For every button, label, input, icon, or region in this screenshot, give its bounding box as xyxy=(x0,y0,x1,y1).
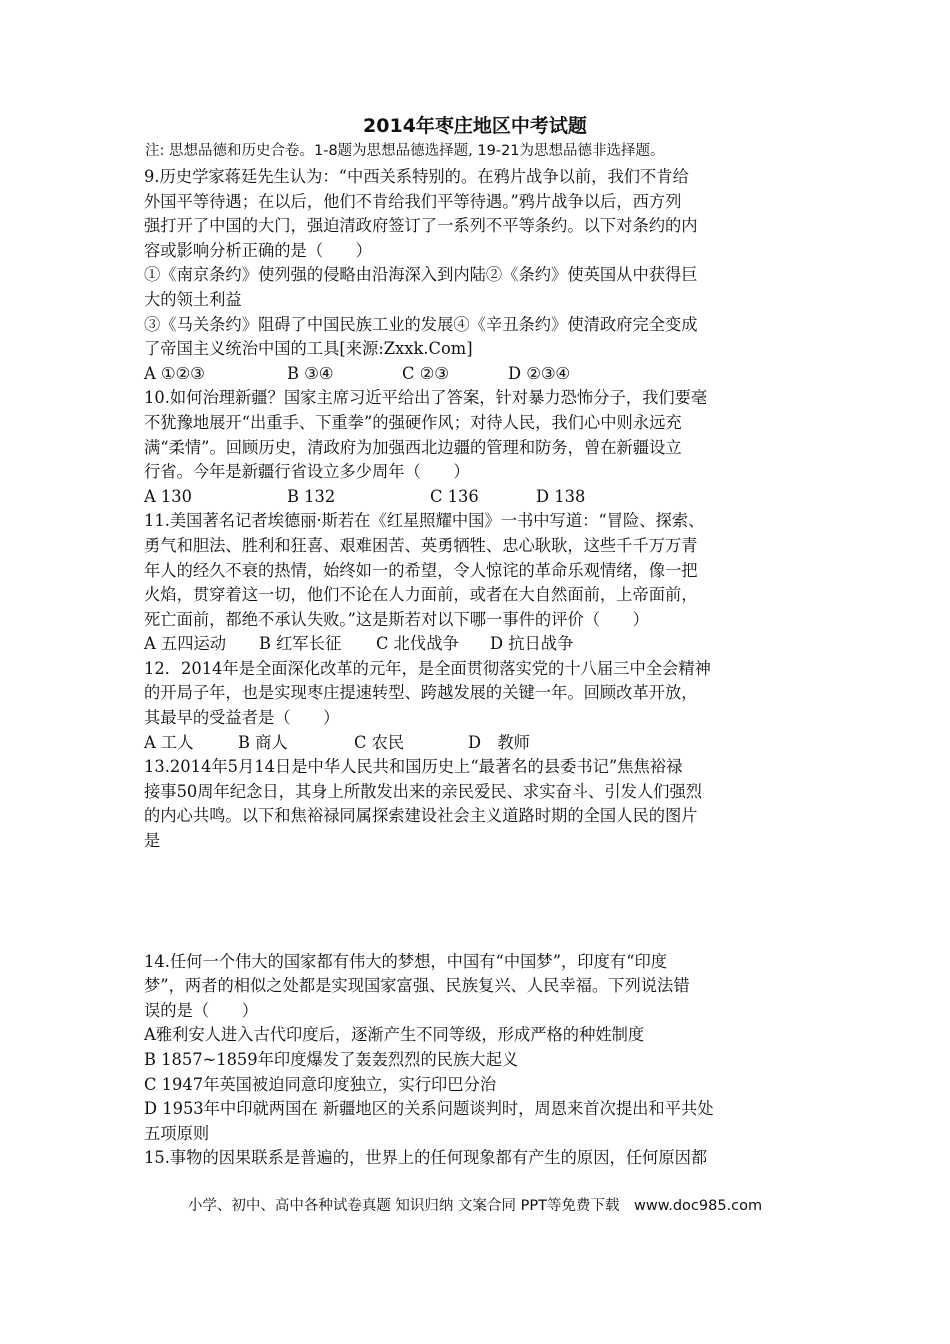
option-b: B 1857~1859年印度爆发了轰轰烈烈的民族大起义 xyxy=(144,1050,519,1069)
question-line: 12．2014年是全面深化改革的元年，是全面贯彻落实党的十八届三中全会精神 xyxy=(144,658,711,678)
option-d: D 教师 xyxy=(468,732,530,752)
question-14 xyxy=(144,950,824,1147)
answer-options xyxy=(144,632,824,657)
option-a: A ①②③ xyxy=(144,363,205,383)
exam-note: 注: 思想品德和历史合卷。1-8题为思想品德选择题, 19-21为思想品德非选择题。 xyxy=(145,143,665,159)
question-line: 大的领土利益 xyxy=(144,289,242,309)
answer-options xyxy=(144,362,824,387)
question-line: ①《南京条约》使列强的侵略由沿海深入到内陆②《条约》使英国从中获得巨 xyxy=(144,265,698,285)
option-b: B 红军长征 xyxy=(259,634,342,654)
question-11 xyxy=(144,509,824,657)
question-line: 的内心共鸣。以下和焦裕禄同属探索建设社会主义道路时期的全国人民的图片 xyxy=(144,806,698,826)
question-line: 是 xyxy=(144,831,161,851)
option-c: C 136 xyxy=(430,486,479,506)
option-c: C ②③ xyxy=(402,363,449,383)
question-line: 15.事物的因果联系是普遍的，世界上的任何现象都有产生的原因，任何原因都 xyxy=(144,1148,708,1168)
question-line: 接事50周年纪念日，其身上所散发出来的亲民爱民、求实奋斗、引发人们强烈 xyxy=(144,781,703,801)
answer-options xyxy=(144,485,824,510)
question-line: 11.美国著名记者埃德丽·斯若在《红星照耀中国》一书中写道：“冒险、探索、 xyxy=(144,511,705,531)
option-a: A雅利安人进入古代印度后，逐渐产生不同等级，形成严格的种姓制度 xyxy=(144,1025,645,1045)
option-b: B 商人 xyxy=(238,732,288,752)
question-line: 容或影响分析正确的是（ ） xyxy=(144,240,372,260)
question-line: 的开局子年，也是实现枣庄提速转型、跨越发展的关键一年。回顾改革开放， xyxy=(144,683,698,703)
question-line: 不犹豫地展开“出重手、下重拳”的强硬作风；对待人民，我们心中则永远充 xyxy=(144,412,682,432)
option-d: D ②③④ xyxy=(508,363,571,383)
footer-banner: 小学、初中、高中各种试卷真题 知识归纳 文案合同 PPT等免费下载 www.doc985.com xyxy=(187,1198,763,1214)
question-line: 强打开了中国的大门，强迫清政府签订了一系列不平等条约。以下对条约的内 xyxy=(144,216,698,236)
question-line: 了帝国主义统治中国的工具[来源:Zxxk.Com] xyxy=(144,339,473,359)
question-line: 年人的经久不衰的热情，始终如一的希望，令人惊诧的革命乐观情绪，像一把 xyxy=(144,560,698,580)
option-d: D 138 xyxy=(536,486,586,506)
question-line: 勇气和胆法、胜利和狂喜、艰难困苦、英勇牺牲、忠心耿耿，这些千千万万青 xyxy=(144,535,698,555)
page-title: 2014年枣庄地区中考试题 xyxy=(363,115,587,137)
question-line: 其最早的受益者是（ ） xyxy=(144,708,340,728)
option-a: A 工人 xyxy=(144,732,194,752)
option-c: C 1947年英国被迫同意印度独立，实行印巴分治 xyxy=(144,1074,497,1094)
option-b: B 132 xyxy=(287,486,336,506)
question-line: 13.2014年5月14日是中华人民共和国历史上“最著名的县委书记”焦焦裕禄 xyxy=(144,757,683,777)
question-line: 死亡面前，都绝不承认失败。”这是斯若对以下哪一事件的评价（ ） xyxy=(144,609,649,629)
question-9 xyxy=(144,165,824,386)
option-a: A 130 xyxy=(144,486,193,506)
option-c: C 农民 xyxy=(354,732,405,752)
question-line: 梦”，两者的相似之处都是实现国家富强、民族复兴、人民幸福。下列说法错 xyxy=(144,976,690,996)
question-line: 五项原则 xyxy=(144,1123,210,1143)
answer-options xyxy=(144,731,824,756)
question-line: 10.如何治理新疆？国家主席习近平给出了答案，针对暴力恐怖分子，我们要毫 xyxy=(144,388,708,408)
option-d: D 抗日战争 xyxy=(490,634,574,654)
question-line: 误的是（ ） xyxy=(144,1000,258,1020)
question-13 xyxy=(144,755,824,853)
question-line: 14.任何一个伟大的国家都有伟大的梦想，中国有“中国梦”，印度有“印度 xyxy=(144,951,668,971)
option-b: B ③④ xyxy=(287,363,334,383)
question-10 xyxy=(144,386,824,509)
question-line: 行省。今年是新疆行省设立多少周年（ ） xyxy=(144,462,470,482)
option-a: A 五四运动 xyxy=(144,634,227,654)
question-line: 9.历史学家蒋廷先生认为：“中西关系特别的。在鸦片战争以前，我们不肯给 xyxy=(144,167,689,186)
question-line: 满“柔情”。回顾历史，清政府为加强西北边疆的管理和防务，曾在新疆设立 xyxy=(144,437,682,457)
question-line: 火焰，贯穿着这一切，他们不论在人力面前，或者在大自然面前，上帝面前， xyxy=(144,585,698,605)
question-line: ③《马关条约》阻碍了中国民族工业的发展④《辛丑条约》使清政府完全变成 xyxy=(144,314,698,334)
option-d: D 1953年中印就两国在 新疆地区的关系问题谈判时，周恩来首次提出和平共处 xyxy=(144,1099,714,1119)
option-c: C 北伐战争 xyxy=(376,634,459,654)
exam-body xyxy=(144,165,824,1171)
question-15 xyxy=(144,1146,824,1171)
image-placeholder-space xyxy=(144,854,824,950)
question-line: 外国平等待遇；在以后，他们不肯给我们平等待遇。”鸦片战争以后，西方列 xyxy=(144,191,682,211)
question-12 xyxy=(144,657,824,755)
